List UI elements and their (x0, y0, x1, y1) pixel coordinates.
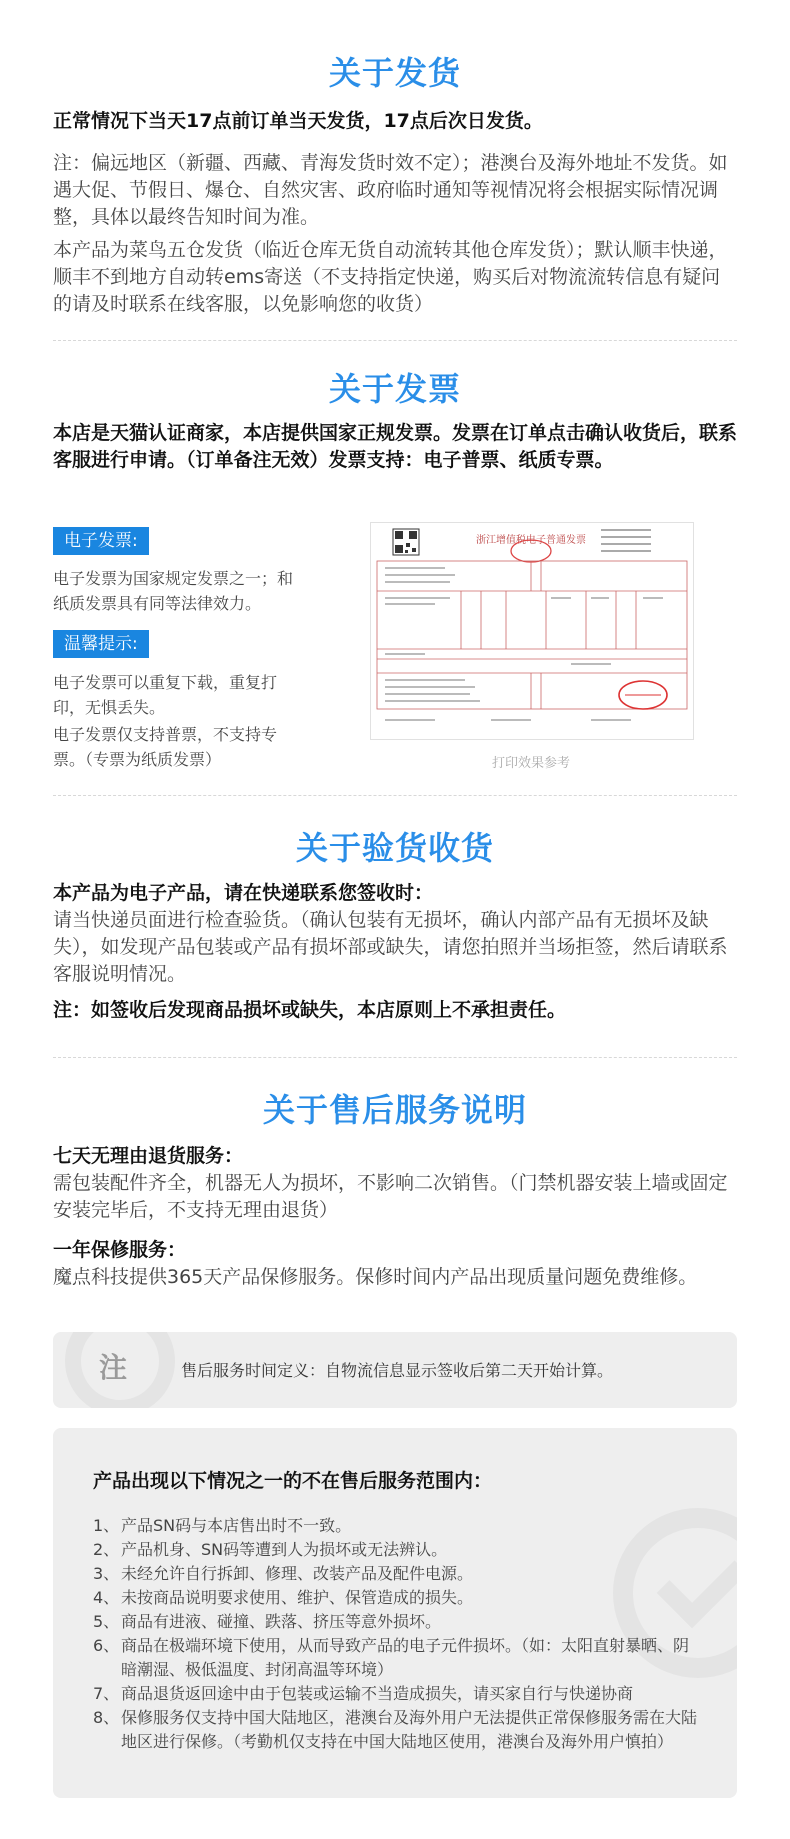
invoice-sample-graphic (371, 523, 693, 739)
list-item: 6、 商品在极端环境下使用，从而导致产品的电子元件损坏。（如：太阳直射暴晒、阴暗潮湿、极低温度、封闭高温等环境） (93, 1636, 690, 1679)
warranty-title: 一年保修服务： (53, 1239, 187, 1261)
return-title: 七天无理由退货服务： (53, 1145, 244, 1167)
invoice-title: 关于发票 (328, 370, 461, 408)
shipping-title: 关于发货 (328, 54, 461, 92)
exclusion-list (93, 1514, 703, 1754)
list-item: 7、 商品退货返回途中由于包装或运输不当造成损失，请买家自行与快递协商 (93, 1684, 634, 1703)
receipt-title: 关于验货收货 (295, 829, 494, 867)
notice-box (53, 1332, 737, 1408)
receipt-text: 请当快递员面进行检查验货。（确认包装有无损坏，确认内部产品有无损坏及缺失），如发现产品包装或产品有损坏部或缺失，请您拍照并当场拒签，然后请联系客服说明情况。 (53, 909, 728, 985)
list-item: 2、 产品机身、SN码等遭到人为损坏或无法辨认。 (93, 1540, 448, 1559)
tip-text-1: 电子发票可以重复下载，重复打印，无惧丢失。 (53, 673, 278, 717)
invoice-bold-line: 本店是天猫认证商家，本店提供国家正规发票。发票在订单点击确认收货后，联系客服进行申请。（订单备注无效）发票支持：电子普票、纸质专票。 (53, 422, 738, 471)
list-item: 4、 未按商品说明要求使用、维护、保管造成的损失。 (93, 1588, 474, 1607)
list-item: 8、 保修服务仅支持中国大陆地区，港澳台及海外用户无法提供正常保修服务需在大陆地区进行保修。（考勤机仅支持在中国大陆地区使用，港澳台及海外用户慎拍） (93, 1708, 698, 1751)
divider (53, 795, 737, 796)
shipping-warehouse: 本产品为菜鸟五仓发货（临近仓库无货自动流转其他仓库发货）；默认顺丰快递，顺丰不到地方自动转ems寄送（不支持指定快递，购买后对物流流转信息有疑问的请及时联系在线客服，以免影响您的收货） (53, 239, 728, 315)
e-invoice-badge: 电子发票: (53, 527, 149, 555)
list-item: 1、 产品SN码与本店售出时不一致。 (93, 1516, 352, 1535)
divider (53, 340, 737, 341)
receipt-note: 注：如签收后发现商品损坏或缺失，本店原则上不承担责任。 (53, 999, 567, 1021)
receipt-bold-line: 本产品为电子产品，请在快递联系您签收时： (53, 882, 434, 904)
qr-code-icon (393, 529, 419, 555)
exclusion-panel (53, 1428, 737, 1798)
shipping-bold-line: 正常情况下当天17点前订单当天发货，17点后次日发货。 (53, 110, 543, 132)
notice-text: 售后服务时间定义：自物流信息显示签收后第二天开始计算。 (181, 1361, 614, 1380)
warranty-text: 魔点科技提供365天产品保修服务。保修时间内产品出现质量问题免费维修。 (53, 1266, 698, 1288)
e-invoice-text: 电子发票为国家规定发票之一；和纸质发票具有同等法律效力。 (53, 569, 294, 613)
tip-text-2: 电子发票仅支持普票，不支持专票。（专票为纸质发票） (53, 725, 278, 769)
list-item: 5、 商品有进液、碰撞、跌落、挤压等意外损坏。 (93, 1612, 442, 1631)
tip-badge: 温馨提示: (53, 630, 149, 658)
note-mark: 注 (99, 1351, 128, 1384)
invoice-caption: 打印效果参考 (491, 756, 570, 771)
exclusion-title: 产品出现以下情况之一的不在售后服务范围内： (93, 1470, 493, 1492)
aftersale-title: 关于售后服务说明 (262, 1091, 527, 1129)
shipping-note: 注：偏远地区（新疆、西藏、青海发货时效不定）；港澳台及海外地址不发货。如遇大促、节假日、爆仓、自然灾害、政府临时通知等视情况将会根据实际情况调整，具体以最终告知时间为准。 (53, 152, 728, 228)
list-item: 3、 未经允许自行拆卸、修理、改装产品及配件电源。 (93, 1564, 474, 1583)
invoice-sample-image (370, 522, 694, 740)
divider (53, 1057, 737, 1058)
invoice-sample-title: 浙江增值税电子普通发票 (476, 535, 586, 546)
return-text: 需包装配件齐全，机器无人为损坏，不影响二次销售。（门禁机器安装上墙或固定安装完毕后，不支持无理由退货） (53, 1172, 728, 1221)
